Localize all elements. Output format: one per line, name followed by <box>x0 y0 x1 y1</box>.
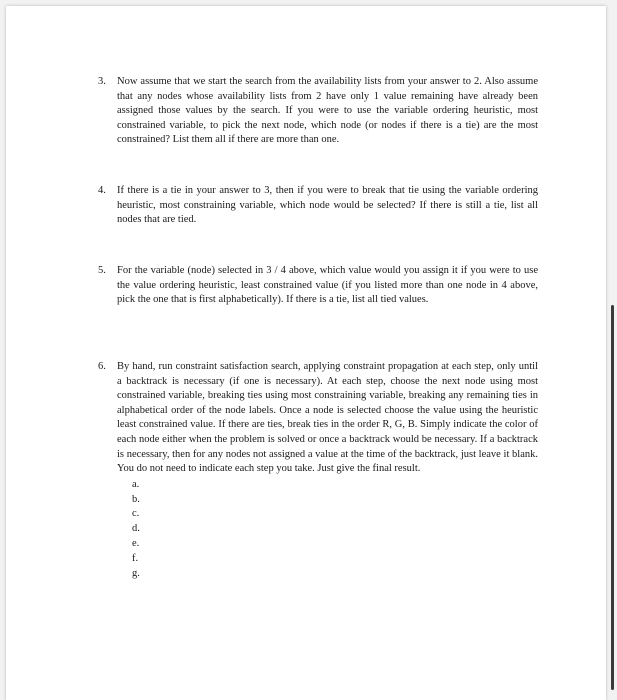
subitem-e: e. <box>132 537 140 549</box>
question-number: 3. <box>98 76 106 87</box>
answer-subitems <box>132 478 538 582</box>
question-4 <box>98 184 538 228</box>
subitem-f: f. <box>132 552 139 564</box>
question-text: For the variable (node) selected in 3 / 4 above, which value would you assign it if you were to use the value ordering heuristic, least constrained value (if you listed more than one node in 4 above, pick the one that is first alphabetically). If there is a tie, list all tied values. <box>117 265 538 306</box>
question-number: 4. <box>98 185 106 196</box>
question-text: By hand, run constraint satisfaction search, applying constraint propagation at each step, only until a backtrack is necessary (if one is necessary). At each step, choose the next node using most constrained variable, breaking ties using most constraining variable, breaking any remaining ties in alphabetical order of the node labels. Once a node is selected choose the value using the heuristic least constrained value. If there are ties, break ties in the order R, G, B. Simply indicate the color of each node either when the problem is solved or once a backtrack would be necessary. If a backtrack is necessary, then for any nodes not assigned a value at the time of the backtrack, just leave it blank. You do not need to indicate each step you take. Just give the final result. <box>117 361 538 475</box>
subitem-c: c. <box>132 508 140 520</box>
question-number: 6. <box>98 361 106 372</box>
question-text: If there is a tie in your answer to 3, then if you were to break that tie using the variable ordering heuristic, most constraining variable, which node would be selected? If there is still a tie, list all nodes that are tied. <box>117 185 538 226</box>
subitem-a: a. <box>132 478 140 490</box>
question-6 <box>98 360 538 581</box>
question-5 <box>98 264 538 308</box>
subitem-b: b. <box>132 493 140 505</box>
subitem-d: d. <box>132 523 140 535</box>
question-text: Now assume that we start the search from the availability lists from your answer to 2. Also assume that any nodes whose availability lists from 2 have only 1 value remaining have already been assigned those values by the search. If you were to use the variable ordering heuristic, most constrained variable, to pick the next node, which node (or nodes if there is a tie) are the most constrained? List them all if there are more than one. <box>117 76 538 146</box>
question-number: 5. <box>98 265 106 276</box>
question-3 <box>98 75 538 148</box>
subitem-g: g. <box>132 567 140 579</box>
vertical-scrollbar[interactable] <box>611 305 614 690</box>
